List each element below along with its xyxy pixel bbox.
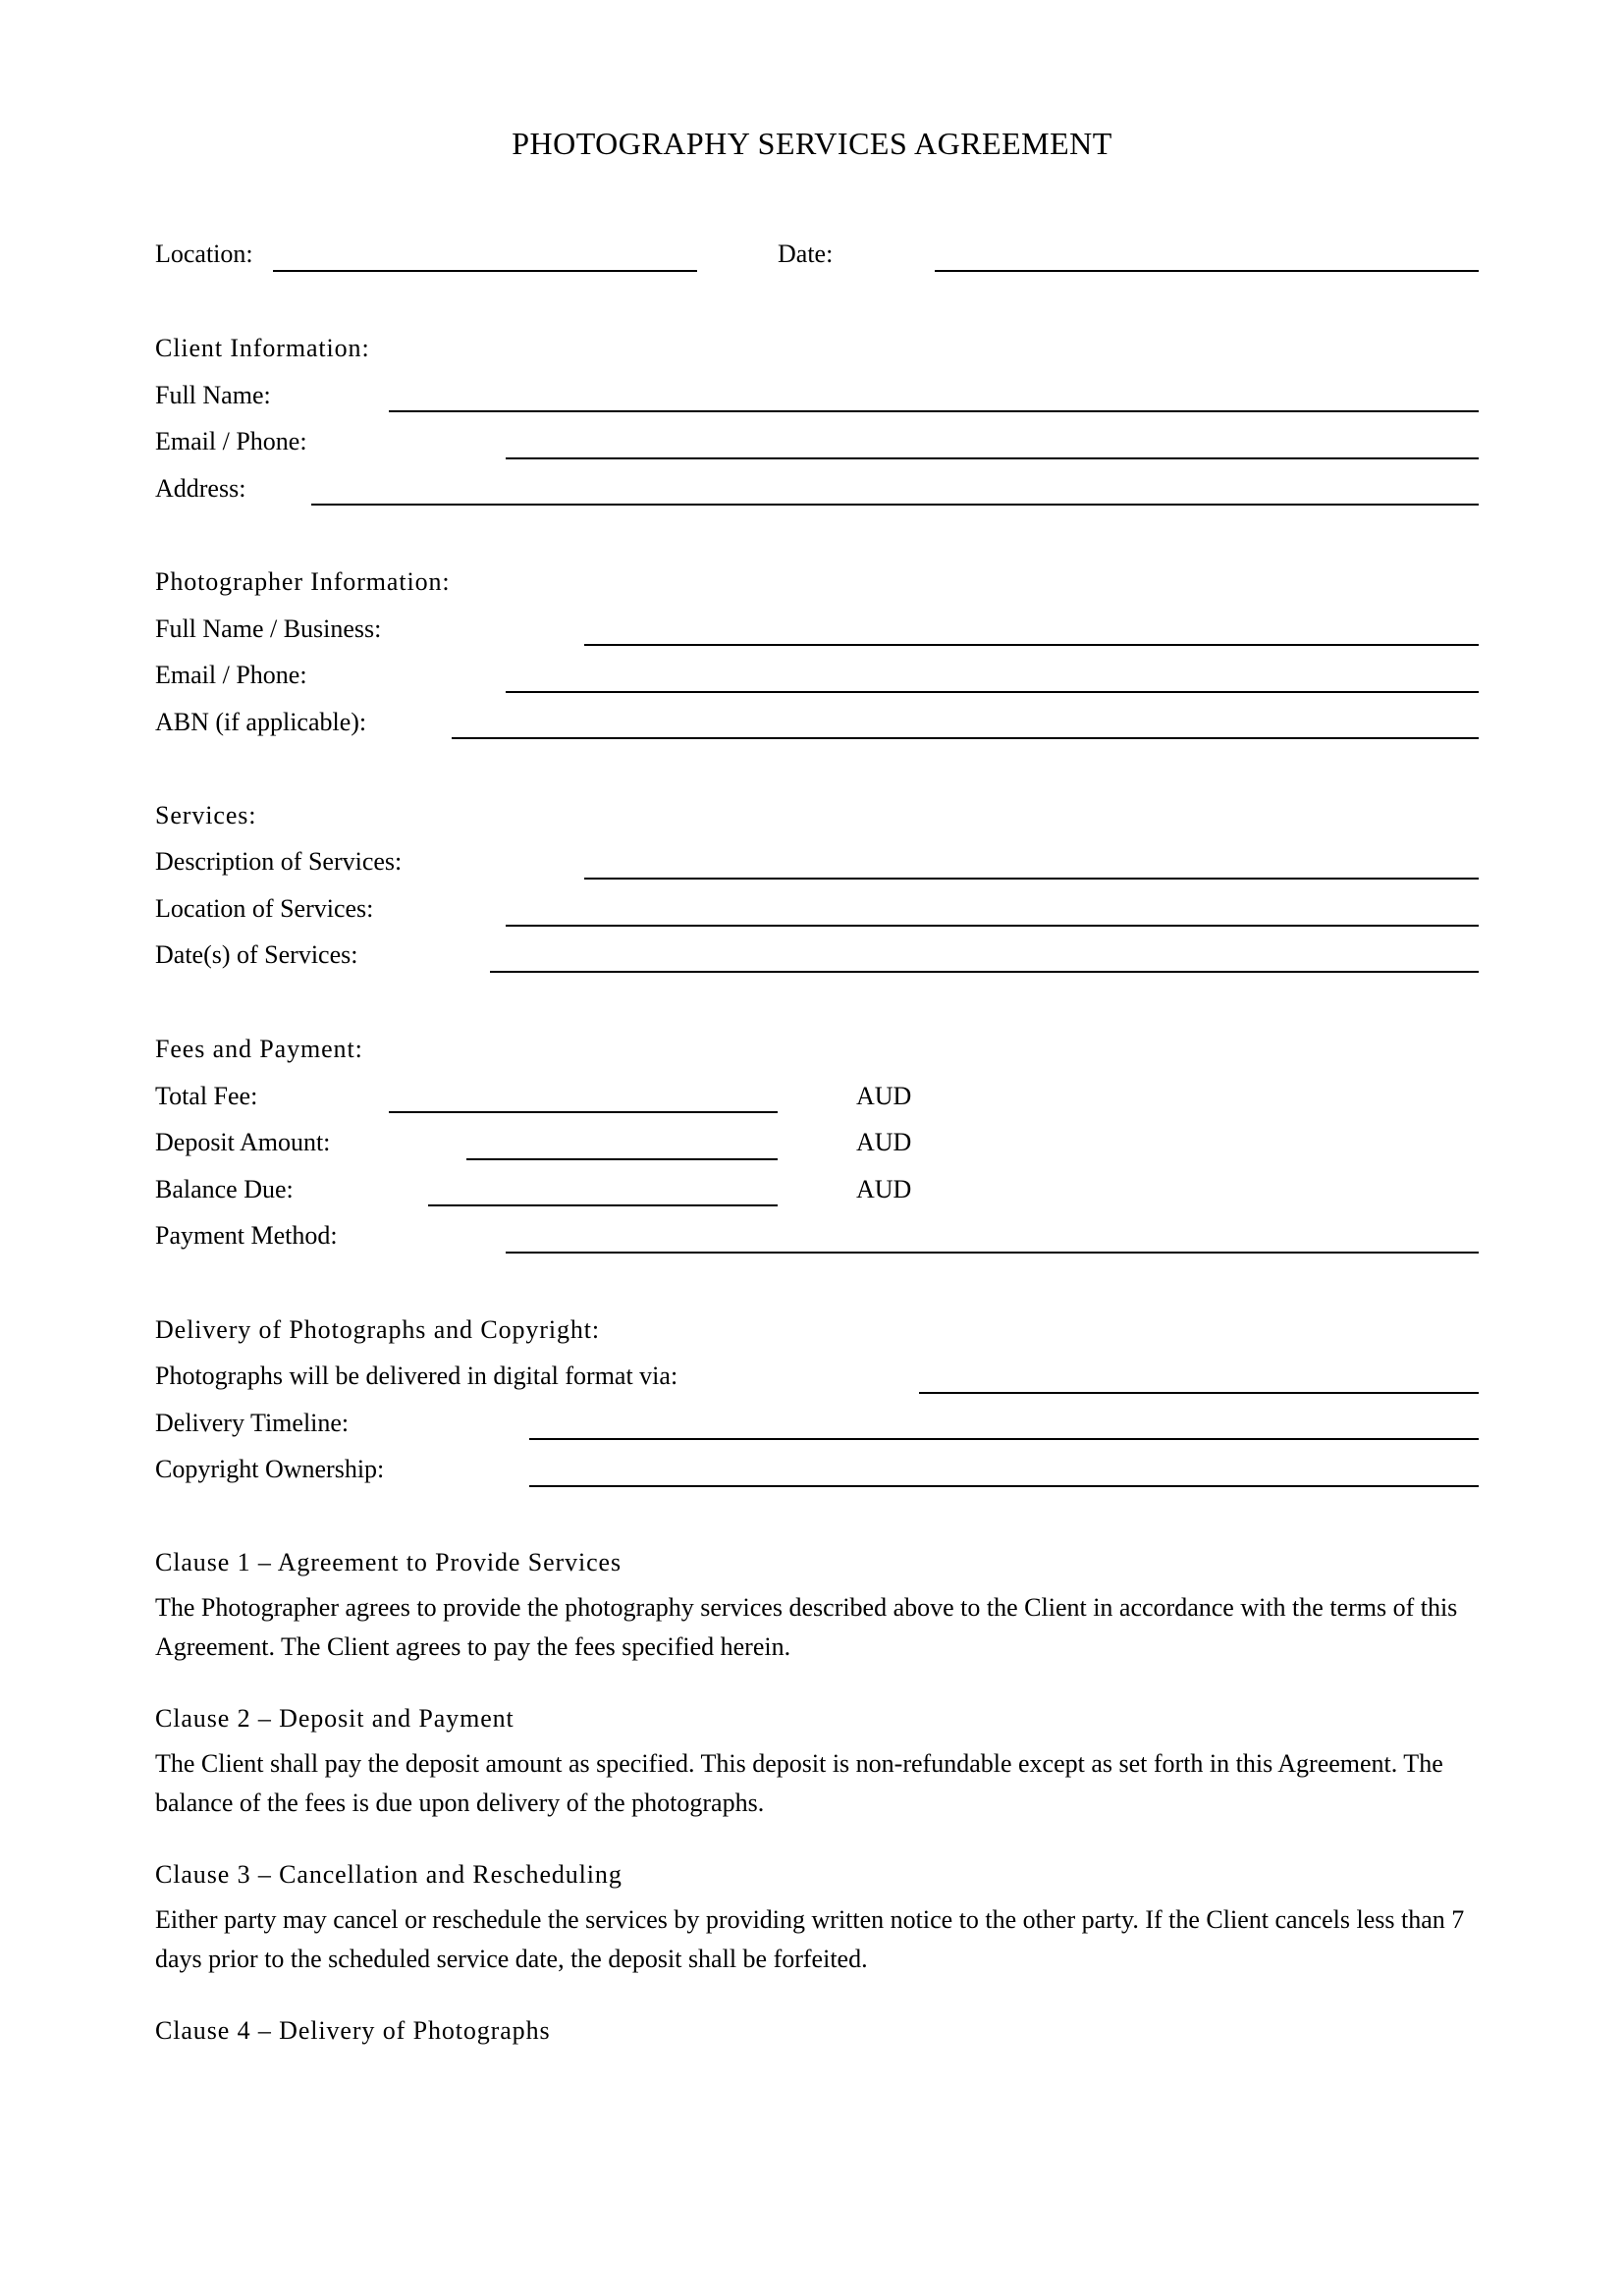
location-label: Location:: [155, 240, 253, 268]
delivery-format-field[interactable]: [919, 1392, 1479, 1394]
services-description-field[interactable]: [584, 878, 1479, 880]
photographer-name-business-field[interactable]: [584, 644, 1479, 646]
balance-due-label: Balance Due:: [155, 1175, 294, 1203]
location-field[interactable]: [273, 270, 697, 272]
deposit-amount-field[interactable]: [466, 1158, 778, 1160]
total-fee-label: Total Fee:: [155, 1082, 258, 1110]
delivery-format-label: Photographs will be delivered in digital format via:: [155, 1362, 678, 1390]
delivery-timeline-label: Delivery Timeline:: [155, 1409, 350, 1437]
client-email-phone-label: Email / Phone:: [155, 427, 307, 455]
deposit-amount-label: Deposit Amount:: [155, 1128, 331, 1156]
client-address-label: Address:: [155, 474, 246, 503]
clause-2-text: The Client shall pay the deposit amount as specified. This deposit is non-refundable except as set forth in this Agreement. The balance of the fees is due upon delivery of the photographs.: [155, 1749, 1443, 1817]
fees-section-heading: Fees and Payment:: [155, 1035, 363, 1063]
services-location-label: Location of Services:: [155, 894, 374, 923]
photographer-section-heading: Photographer Information:: [155, 567, 451, 596]
clause-2-heading: Clause 2 – Deposit and Payment: [155, 1704, 514, 1733]
clause-1-heading: Clause 1 – Agreement to Provide Services: [155, 1548, 623, 1576]
photographer-name-business-label: Full Name / Business:: [155, 614, 382, 643]
services-location-field[interactable]: [506, 925, 1479, 927]
photographer-abn-field[interactable]: [452, 737, 1479, 739]
delivery-timeline-field[interactable]: [529, 1438, 1479, 1440]
payment-method-label: Payment Method:: [155, 1221, 338, 1250]
photographer-abn-label: ABN (if applicable):: [155, 708, 367, 736]
delivery-section-heading: Delivery of Photographs and Copyright:: [155, 1315, 601, 1344]
services-description-label: Description of Services:: [155, 847, 403, 876]
photographer-email-phone-field[interactable]: [506, 691, 1479, 693]
clause-1-text: The Photographer agrees to provide the photography services described above to the Client in accordance with the terms of this Agreement. The Client agrees to pay the fees specified herein.: [155, 1593, 1458, 1661]
payment-method-field[interactable]: [506, 1252, 1479, 1254]
client-section-heading: Client Information:: [155, 334, 370, 362]
copyright-ownership-label: Copyright Ownership:: [155, 1455, 385, 1483]
balance-due-field[interactable]: [428, 1204, 778, 1206]
client-full-name-label: Full Name:: [155, 381, 271, 409]
copyright-ownership-field[interactable]: [529, 1485, 1479, 1487]
balance-due-currency: AUD: [856, 1175, 912, 1203]
services-section-heading: Services:: [155, 801, 257, 829]
services-dates-field[interactable]: [490, 971, 1479, 973]
client-address-field[interactable]: [311, 504, 1479, 506]
services-dates-label: Date(s) of Services:: [155, 940, 358, 969]
document-title: PHOTOGRAPHY SERVICES AGREEMENT: [512, 126, 1112, 161]
clause-3-text: Either party may cancel or reschedule the services by providing written notice to the other party. If the Client cancels less than 7 days prior to the scheduled service date, the deposit shall be forfeited.: [155, 1905, 1465, 1973]
clause-3-heading: Clause 3 – Cancellation and Rescheduling: [155, 1860, 623, 1889]
client-full-name-field[interactable]: [389, 410, 1479, 412]
total-fee-field[interactable]: [389, 1111, 778, 1113]
date-label: Date:: [778, 240, 834, 268]
deposit-amount-currency: AUD: [856, 1128, 912, 1156]
date-field[interactable]: [935, 270, 1479, 272]
clause-4-heading: Clause 4 – Delivery of Photographs: [155, 2016, 551, 2045]
photographer-email-phone-label: Email / Phone:: [155, 661, 307, 689]
client-email-phone-field[interactable]: [506, 457, 1479, 459]
total-fee-currency: AUD: [856, 1082, 912, 1110]
